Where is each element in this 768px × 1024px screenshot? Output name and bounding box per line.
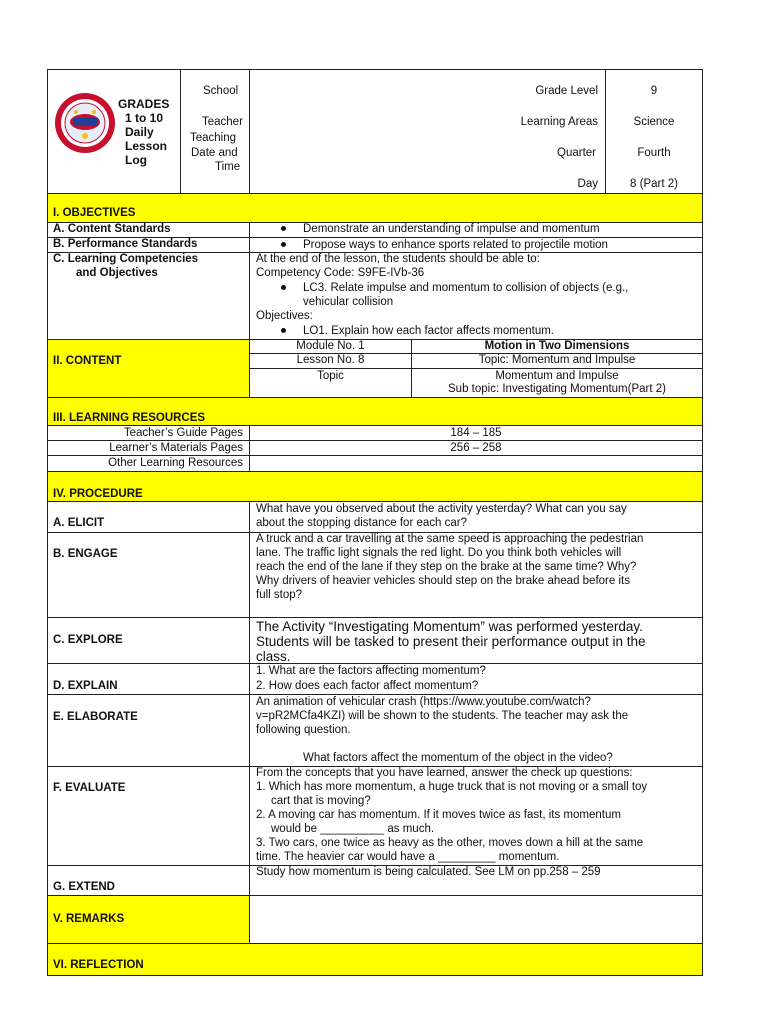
logo-title-line-2: 1 to 10 bbox=[125, 111, 164, 125]
content-heading-fill bbox=[48, 339, 249, 397]
performance-standards-value bbox=[281, 238, 608, 252]
competencies-line: At the end of the lesson, the students should be able to: bbox=[256, 253, 540, 265]
competencies-label-line-1: C. Learning Competencies bbox=[53, 253, 199, 265]
date-label-line-1: Teaching bbox=[190, 132, 237, 144]
evaluate-label: F. EVALUATE bbox=[53, 782, 126, 794]
topic-value-line-2: Sub topic: Investigating Momentum(Part 2) bbox=[448, 383, 666, 395]
elicit-line: What have you observed about the activity yesterday? What can you say bbox=[256, 503, 627, 515]
logo-title-line-3: Daily bbox=[125, 125, 154, 139]
module-value: Motion in Two Dimensions bbox=[484, 340, 630, 352]
reflection-heading: VI. REFLECTION bbox=[53, 959, 144, 971]
competencies-line: Competency Code: S9FE-IVb-36 bbox=[256, 267, 425, 279]
content-standards-label: A. Content Standards bbox=[53, 223, 171, 235]
competencies-label-line-2: and Objectives bbox=[76, 267, 158, 279]
objectives-heading: I. OBJECTIVES bbox=[53, 207, 136, 219]
logo-title-line-4: Lesson bbox=[125, 139, 168, 153]
grade-level-value: 9 bbox=[650, 85, 658, 97]
resource-value: 184 – 185 bbox=[450, 427, 502, 439]
competencies-line: LC3. Relate impulse and momentum to collision of objects (e.g., bbox=[303, 282, 629, 294]
competencies-line: LO1. Explain how each factor affects momentum. bbox=[303, 325, 554, 337]
elaborate-line: What factors affect the momentum of the object in the video? bbox=[303, 752, 613, 764]
module-label: Module No. 1 bbox=[296, 340, 365, 352]
elaborate-line: An animation of vehicular crash (https://www.youtube.com/watch? bbox=[256, 696, 591, 708]
lesson-label: Lesson No. 8 bbox=[296, 354, 365, 366]
lesson-value: Topic: Momentum and Impulse bbox=[478, 354, 636, 366]
bullet-icon bbox=[281, 242, 286, 247]
elaborate-line: v=pR2MCfa4KZI) will be shown to the students. The teacher may ask the bbox=[256, 710, 629, 722]
remarks-heading: V. REMARKS bbox=[53, 913, 125, 925]
deped-seal-icon bbox=[54, 92, 116, 154]
reflection-heading-fill bbox=[48, 943, 702, 975]
procedure-heading: IV. PROCEDURE bbox=[53, 488, 143, 500]
teacher-label: Teacher bbox=[202, 116, 243, 128]
explain-label: D. EXPLAIN bbox=[53, 680, 118, 692]
learning-areas-value: Science bbox=[633, 116, 675, 128]
evaluate-line: cart that is moving? bbox=[271, 795, 371, 807]
resources-heading: III. LEARNING RESOURCES bbox=[53, 412, 206, 424]
explore-label: C. EXPLORE bbox=[53, 634, 123, 646]
explain-line: 1. What are the factors affecting momentum? bbox=[256, 665, 486, 677]
bullet-icon bbox=[281, 328, 286, 333]
topic-label: Topic bbox=[317, 370, 344, 382]
competencies-line: Objectives: bbox=[256, 310, 313, 322]
quarter-value: Fourth bbox=[637, 147, 671, 159]
content-standards-text: Demonstrate an understanding of impulse and momentum bbox=[303, 223, 600, 235]
elicit-label: A. ELICIT bbox=[53, 517, 105, 529]
resource-label: Teacher’s Guide Pages bbox=[123, 427, 243, 439]
topic-value-line-1: Momentum and Impulse bbox=[495, 370, 619, 382]
explain-line: 2. How does each factor affect momentum? bbox=[256, 680, 479, 692]
content-heading: II. CONTENT bbox=[53, 355, 122, 367]
evaluate-line: 2. A moving car has momentum. If it moves twice as fast, its momentum bbox=[256, 809, 621, 821]
engage-line: Why drivers of heavier vehicles should step on the brake ahead before its bbox=[256, 575, 630, 587]
resource-label: Other Learning Resources bbox=[108, 457, 243, 469]
objectives-heading-fill bbox=[48, 193, 702, 222]
elicit-line: about the stopping distance for each car? bbox=[256, 517, 467, 529]
procedure-heading-fill bbox=[48, 471, 702, 501]
resource-value: 256 – 258 bbox=[450, 442, 502, 454]
evaluate-line: From the concepts that you have learned, answer the check up questions: bbox=[256, 767, 633, 779]
engage-line: full stop? bbox=[256, 589, 303, 601]
date-label-line-3: Time bbox=[215, 161, 241, 173]
explore-line: class. bbox=[256, 649, 291, 664]
bullet-icon bbox=[281, 226, 286, 231]
content-standards-value bbox=[281, 222, 600, 236]
elaborate-label: E. ELABORATE bbox=[53, 711, 138, 723]
performance-standards-text: Propose ways to enhance sports related to projectile motion bbox=[303, 239, 608, 251]
competencies-bullet-line bbox=[281, 281, 628, 295]
date-label-line-2: Date and bbox=[191, 147, 238, 159]
extend-value: Study how momentum is being calculated. See LM on pp.258 – 259 bbox=[256, 866, 601, 878]
grade-level-label: Grade Level bbox=[535, 85, 598, 97]
day-value: 8 (Part 2) bbox=[630, 178, 678, 190]
bullet-icon bbox=[281, 285, 286, 290]
quarter-label: Quarter bbox=[557, 147, 596, 159]
logo-title-line-1: GRADES bbox=[118, 97, 170, 111]
logo-title-line-5: Log bbox=[125, 153, 147, 167]
evaluate-line: 3. Two cars, one twice as heavy as the other, moves down a hill at the same bbox=[256, 837, 644, 849]
resource-label: Learner’s Materials Pages bbox=[109, 442, 243, 454]
elaborate-line: following question. bbox=[256, 724, 351, 736]
school-label: School bbox=[203, 85, 239, 97]
day-label: Day bbox=[577, 178, 598, 190]
engage-line: reach the end of the lane if they step on the brake at the same time? Why? bbox=[256, 561, 637, 573]
evaluate-line: time. The heavier car would have a _________ momentum. bbox=[256, 851, 560, 863]
competencies-line: vehicular collision bbox=[303, 296, 394, 308]
explore-line: Students will be tasked to present their performance output in the bbox=[256, 634, 646, 649]
engage-label: B. ENGAGE bbox=[53, 548, 118, 560]
evaluate-line: 1. Which has more momentum, a huge truck that is not moving or a small toy bbox=[256, 781, 648, 793]
engage-line: A truck and a car travelling at the same speed is approaching the pedestrian bbox=[256, 533, 644, 545]
explore-line: The Activity “Investigating Momentum” was performed yesterday. bbox=[256, 619, 643, 634]
learning-areas-label: Learning Areas bbox=[520, 116, 598, 128]
evaluate-line: would be __________ as much. bbox=[271, 823, 435, 835]
engage-line: lane. The traffic light signals the red light. Do you think both vehicles will bbox=[256, 547, 622, 559]
competencies-bullet-line bbox=[281, 324, 554, 338]
extend-label: G. EXTEND bbox=[53, 881, 115, 893]
performance-standards-label: B. Performance Standards bbox=[53, 238, 198, 250]
